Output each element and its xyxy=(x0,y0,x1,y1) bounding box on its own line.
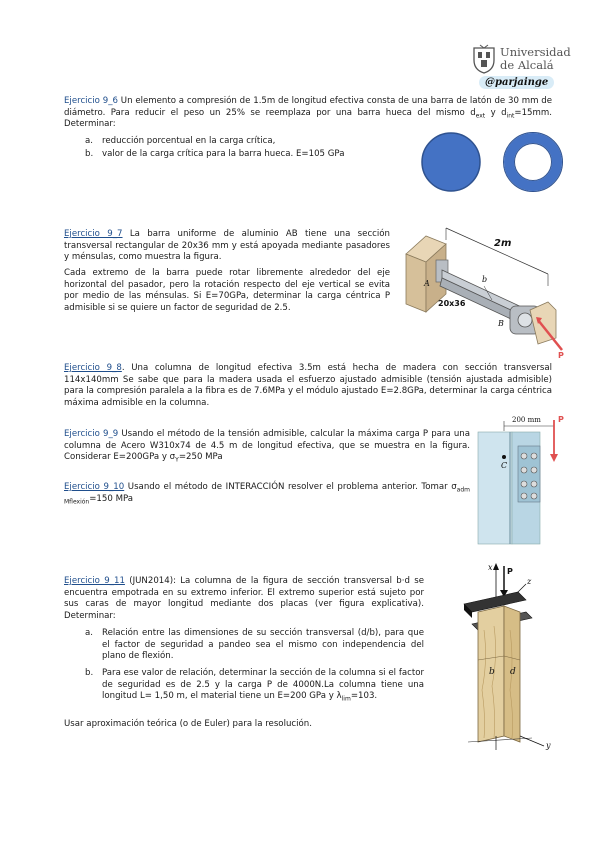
exercise-9-9-statement: Ejercicio 9_9 Usando el método de la tensión admisible, calcular la máxima carga P para una columna de Acero W310x74 de 4.5 m de longitud efectiva, que se muestra en la figura. Considerar E=200GPa y $\sigma_Y=250$ MPa xyxy=(64,429,471,464)
university-name-line2: de Alcalá xyxy=(500,58,554,72)
exercise-9-6-item-b-mark: b. xyxy=(85,149,94,159)
solid-circle-shape xyxy=(422,133,480,191)
exercise-9-11-footer: Usar aproximación teórica (o de Euler) para la resolución. xyxy=(64,719,312,729)
dimension-200mm-label: 200 mm xyxy=(512,416,541,424)
university-crest-icon xyxy=(471,44,497,74)
exercise-9-6-item-b: valor de la carga crítica para la barra hueca. E=105 GPa xyxy=(102,149,345,159)
exercise-9-6-item-a-mark: a. xyxy=(85,136,93,146)
university-name-line1: Universidad xyxy=(500,45,571,59)
exercise-9-11-statement: Ejercicio 9_11 (JUN2014): La columna de la figura de sección transversal b·d se encuentra empotrada en su extremo inferior. El extremo superior está sujeto por sus caras de mayor longitud mediante dos placas (ver figura explicativa). Determinar: xyxy=(64,576,425,621)
exercise-9-6-statement: Ejercicio 9_6 Un elemento a compresión de 1.5m de longitud efectiva consta de una barra de latón de 30 mm de diámetro. Para reducir el peso un 25% se reemplaza por una barra hueca del mismo $d_{ext}$ y $d_{int}=15mm$. Determinar: xyxy=(64,96,552,130)
aluminum-bar-figure xyxy=(398,214,573,364)
dimension-d-label: d xyxy=(510,667,516,677)
axis-z-label: z xyxy=(527,577,532,586)
exercise-9-8-title: Ejercicio 9_8 xyxy=(64,363,122,373)
dimension-2m-label: 2m xyxy=(494,238,512,249)
exercise-9-7-title: Ejercicio 9_7 xyxy=(64,229,123,239)
exercise-9-7-statement: Ejercicio 9_7 La barra uniforme de aluminio AB tiene una sección transversal rectangular de 20x36 mm y está apoyada mediante pasadores y ménsulas, como muestra la figura. xyxy=(64,229,390,263)
axis-y-label: y xyxy=(546,741,551,750)
load-p-label-9-9: P xyxy=(558,415,564,424)
hollow-bar-section-figure xyxy=(502,131,564,193)
exercise-9-6-title: Ejercicio 9_6 xyxy=(64,96,118,106)
steel-column-connection-figure xyxy=(474,412,566,548)
exercise-9-6-item-a: reducción porcentual en la carga crítica, xyxy=(102,136,276,146)
exercise-9-10-title: Ejercicio 9_10 xyxy=(64,482,125,492)
load-p-label: P xyxy=(558,351,564,360)
exercise-9-11-item-b-mark: b. xyxy=(85,668,94,678)
university-logo xyxy=(471,44,497,78)
exercise-9-11-item-a: Relación entre las dimensiones de su sección transversal (d/b), para que el factor de seguridad a pandeo sea el mismo con independencia del plano de flexión. xyxy=(102,628,424,662)
dimension-b-label-9-11: b xyxy=(489,667,495,677)
exercise-9-11-item-b: Para ese valor de relación, determinar la sección de la columna si el factor de seguridad es de 2.5 y la carga P de 4000N.La columna tiene una longitud L= 1,50 m, el material tiene un E=200 GPa y $\lambda_{lim}=103$. xyxy=(102,668,424,703)
wood-column-figure xyxy=(448,560,566,750)
point-a-label: A xyxy=(424,279,430,288)
exercise-9-7-statement-2: Cada extremo de la barra puede rotar libremente alrededor del eje horizontal del pasador, pero la rotación respecto del eje vertical se evita por medio de las ménsulas. Si E=70GPa, determinar la carga céntrica P admisible si se quiere un factor de seguridad de 2.5. xyxy=(64,268,390,313)
load-p-label-9-11: P xyxy=(507,567,513,576)
exercise-9-8-statement: Ejercicio 9_8. Una columna de longitud efectiva 3.5m está hecha de madera con sección transversal 114x140mm Se sabe que para la madera usada el esfuerzo ajustado admisible (tensión ajustada admisible) para la compresión paralela a la fibra es de 7.6MPa y el módulo ajustado E=2.8GPa, determinar la carga céntrica máxima admisible en la columna. xyxy=(64,363,552,408)
axis-x-label: x xyxy=(488,563,493,572)
exercise-9-10-statement: Ejercicio 9_10 Usando el método de INTERACCIÓN resolver el problema anterior. Tomar $\sigma_{adm Mflexión}=150$ MPa xyxy=(64,482,470,506)
exercise-9-11-title: Ejercicio 9_11 xyxy=(64,576,125,586)
point-c-label: C xyxy=(501,461,508,470)
section-label: 20x36 xyxy=(438,299,466,308)
exercise-9-9-title: Ejercicio 9_9 xyxy=(64,429,119,439)
point-b-label: B xyxy=(498,319,504,328)
dimension-b-label: b xyxy=(482,275,488,284)
exercise-9-11-item-a-mark: a. xyxy=(85,628,93,638)
author-handle: @parjainge xyxy=(479,76,554,89)
hollow-circle-outer xyxy=(509,138,557,186)
solid-bar-section-figure xyxy=(420,131,482,193)
